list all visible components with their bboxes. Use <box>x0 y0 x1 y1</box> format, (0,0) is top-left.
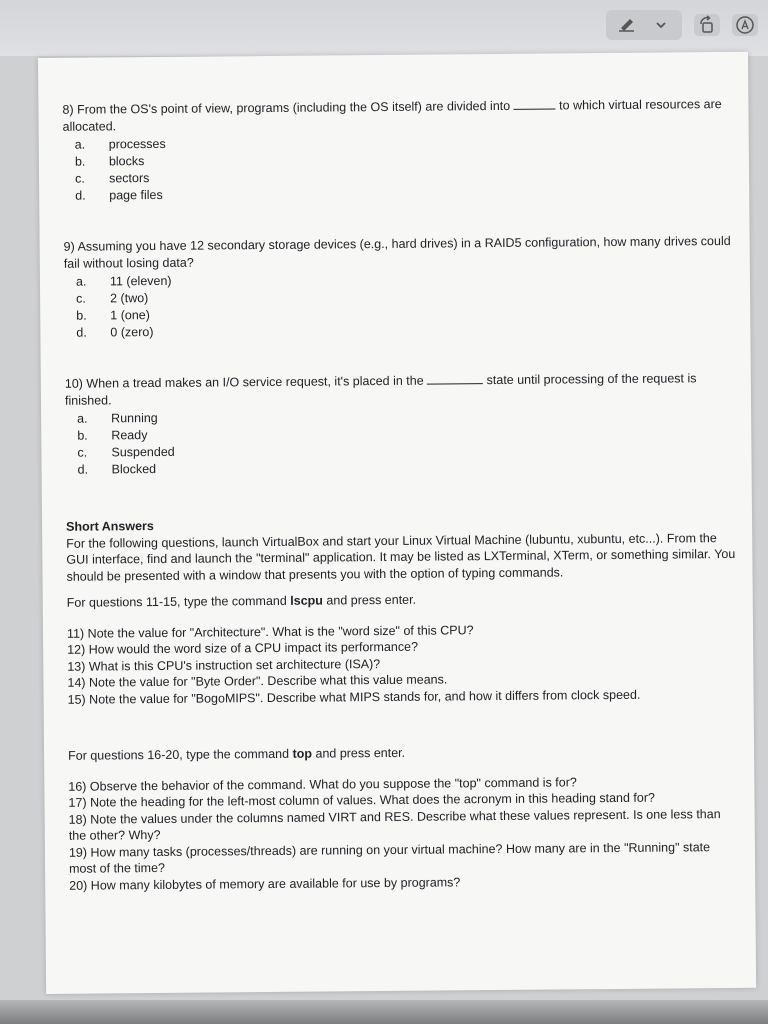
markup-tool-group[interactable] <box>606 10 682 40</box>
group1-command: lscpu <box>290 593 323 608</box>
rotate-icon[interactable] <box>694 14 720 36</box>
question-9-options <box>64 268 735 342</box>
question-item: 16) Observe the behavior of the command. What do you suppose the "top" command is for? <box>68 774 577 794</box>
group2-instruction <box>68 742 738 764</box>
option-letter: a. <box>74 137 86 152</box>
option-letter: b. <box>76 308 87 323</box>
group2-instruction-before: For questions 16-20, type the command <box>68 746 290 763</box>
option-text: Ready <box>111 428 148 443</box>
question-9 <box>64 233 735 342</box>
question-item: 12) How would the word size of a CPU impact its performance? <box>67 639 419 657</box>
spacer <box>68 702 738 738</box>
question-10-options <box>65 405 736 479</box>
document-page <box>38 52 756 994</box>
option-letter: d. <box>75 188 86 203</box>
toolbar <box>606 10 758 40</box>
question-10-text-after: state until processing of the request is finished. <box>64 371 697 408</box>
option-text: 0 (zero) <box>110 325 154 340</box>
answer-blank <box>514 98 556 109</box>
question-8-options <box>63 131 734 205</box>
answer-blank <box>427 373 483 384</box>
chevron-down-icon[interactable] <box>648 14 674 36</box>
option-text: 11 (eleven) <box>109 274 172 289</box>
question-item: 19) How many tasks (processes/threads) are running on your virtual machine? How many are in the "Running" state most of the time? <box>68 839 711 876</box>
option-letter: d. <box>76 325 87 340</box>
option-text: 1 (one) <box>110 308 150 323</box>
option-letter: a. <box>75 274 87 289</box>
option-text: blocks <box>108 154 145 169</box>
group1-instruction-before: For questions 11-15, type the command <box>66 593 287 610</box>
markup-icon[interactable] <box>732 14 758 36</box>
question-item: 14) Note the value for "Byte Order". Describe what this value means. <box>67 672 448 690</box>
option-text: Running <box>111 411 158 426</box>
option-letter: c. <box>77 445 88 460</box>
option-letter: b. <box>74 154 86 169</box>
group2-command: top <box>292 746 313 761</box>
option-letter: a. <box>77 411 88 426</box>
question-10-text <box>65 370 735 409</box>
option-text: Blocked <box>111 462 157 477</box>
option-letter: b. <box>77 428 88 443</box>
option-letter: c. <box>74 171 85 186</box>
option-text: processes <box>108 137 166 152</box>
group1-questions <box>67 619 738 707</box>
short-answers-section <box>66 513 739 894</box>
question-10-text-before: 10) When a tread makes an I/O service request, it's placed in the <box>64 373 424 391</box>
question-item: 17) Note the heading for the left-most column of values. What does the acronym in this heading stand for? <box>68 790 655 810</box>
short-answers-intro: For the following questions, launch VirtualBox and start your Linux Virtual Machine (lubuntu, xubuntu, etc...). From the GUI interface, find and launch the "terminal" application. It may be listed as LXTerminal, XTerm, or something similar. You should be presented with a window that presents you with the option of typing commands. <box>66 530 736 584</box>
option-letter: d. <box>77 462 89 477</box>
question-item: 11) Note the value for "Architecture". What is the "word size" of this CPU? <box>66 622 474 641</box>
question-9-text: 9) Assuming you have 12 secondary storage devices (e.g., hard drives) in a RAID5 configuration, how many drives could fail without losing data? <box>63 233 731 271</box>
question-item: 15) Note the value for "BogoMIPS". Describe what MIPS stands for, and how it differs from clock speed. <box>67 687 641 707</box>
page-content <box>62 96 739 894</box>
question-item: 20) How many kilobytes of memory are available for use by programs? <box>69 874 461 893</box>
question-item: 13) What is this CPU's instruction set architecture (ISA)? <box>67 656 381 674</box>
group1-instruction-after: and press enter. <box>326 592 417 608</box>
question-8-text-after: to which virtual resources are allocated. <box>62 97 722 134</box>
option-letter: c. <box>76 291 86 306</box>
question-8-text <box>62 96 732 135</box>
group2-instruction-after: and press enter. <box>315 745 406 761</box>
question-8 <box>62 96 733 205</box>
screen-bottom-edge <box>0 1000 768 1024</box>
option-text: page files <box>109 188 163 203</box>
pencil-icon[interactable] <box>614 14 640 36</box>
group1-instruction <box>67 589 737 611</box>
viewer-toolbar-background <box>0 0 768 56</box>
short-answers-title: Short Answers <box>66 519 154 534</box>
question-item: 18) Note the values under the columns named VIRT and RES. Describe what these values represent. Is one less than the other? Why? <box>68 806 721 843</box>
question-10 <box>65 370 736 479</box>
option-text: Suspended <box>111 445 175 460</box>
question-8-text-before: 8) From the OS's point of view, programs (including the OS itself) are divided into <box>62 98 511 117</box>
option-text: 2 (two) <box>110 291 149 306</box>
option-text: sectors <box>108 171 150 186</box>
group2-questions <box>68 772 739 893</box>
